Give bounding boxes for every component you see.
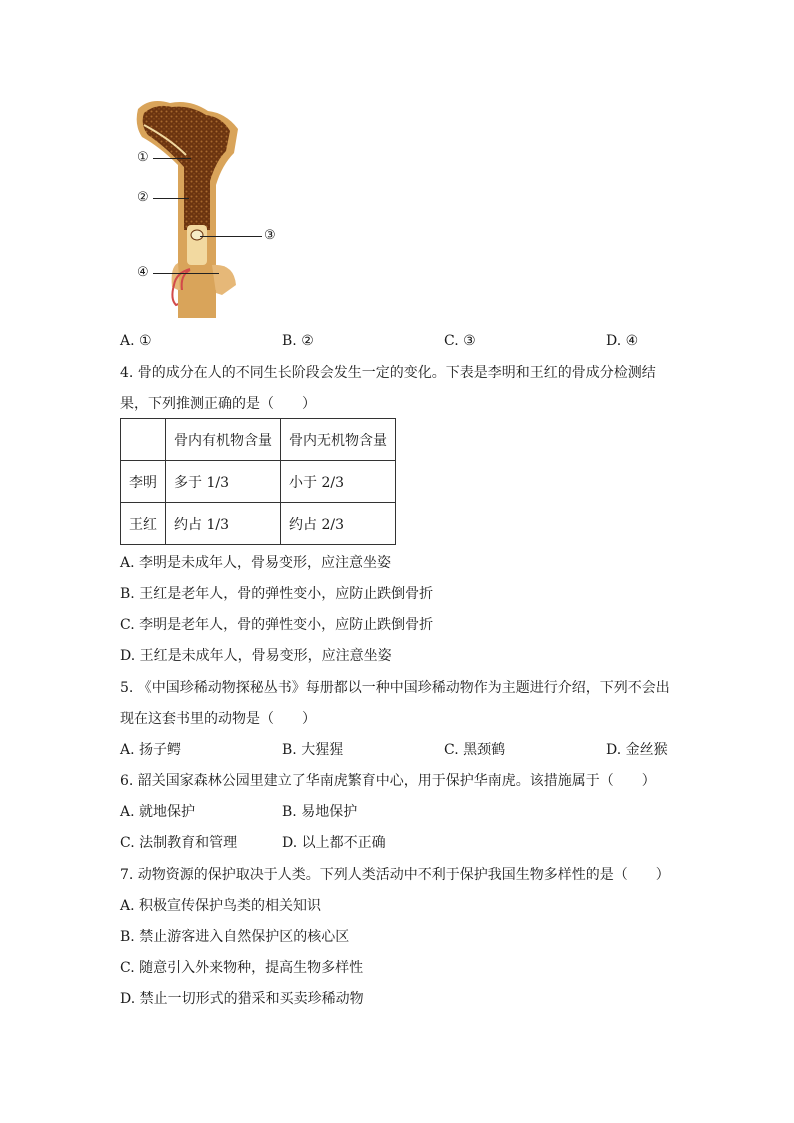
q4-stem-line1: 4. 骨的成分在人的不同生长阶段会发生一定的变化。下表是李明和王红的骨成分检测结	[120, 365, 656, 381]
table-cell: 多于 1/3	[166, 461, 281, 503]
callout-1-leader	[153, 158, 191, 159]
q5-stem-line1: 5. 《中国珍稀动物探秘丛书》每册都以一种中国珍稀动物作为主题进行介绍，下列不会出	[120, 680, 670, 696]
q4-stem-line2: 果，下列推测正确的是（ ）	[120, 396, 316, 412]
q3-option-c: C. ③	[444, 333, 476, 349]
q3-option-a: A. ①	[120, 333, 152, 349]
femur-cross-section-illustration	[130, 95, 290, 320]
q4-option-d: D. 王红是未成年人，骨易变形，应注意坐姿	[120, 648, 392, 664]
q7-option-c: C. 随意引入外来物种，提高生物多样性	[120, 960, 364, 976]
q5-option-a: A. 扬子鳄	[120, 742, 182, 758]
bone-composition-table	[120, 418, 396, 545]
callout-3-leader	[200, 236, 262, 237]
q5-option-c: C. 黑颈鹤	[444, 742, 506, 758]
table-cell: 约占 2/3	[281, 503, 396, 545]
table-header-row	[121, 419, 396, 461]
table-cell: 小于 2/3	[281, 461, 396, 503]
table-cell: 李明	[121, 461, 166, 503]
table-header-cell	[121, 419, 166, 461]
q6-option-c: C. 法制教育和管理	[120, 835, 238, 851]
q6-option-d: D. 以上都不正确	[282, 835, 386, 851]
callout-4-leader	[153, 273, 219, 274]
q5-stem-line2: 现在这套书里的动物是（ ）	[120, 711, 316, 727]
q7-stem: 7. 动物资源的保护取决于人类。下列人类活动中不利于保护我国生物多样性的是（ ）	[120, 867, 670, 883]
q6-option-a: A. 就地保护	[120, 804, 196, 820]
q5-option-d: D. 金丝猴	[606, 742, 668, 758]
table-cell: 王红	[121, 503, 166, 545]
q7-option-d: D. 禁止一切形式的猎采和买卖珍稀动物	[120, 991, 364, 1007]
callout-3-label: ③	[264, 228, 276, 243]
q6-stem: 6. 韶关国家森林公园里建立了华南虎繁育中心，用于保护华南虎。该措施属于（ ）	[120, 773, 656, 789]
table-header-cell: 骨内有机物含量	[166, 419, 281, 461]
table-row	[121, 461, 396, 503]
bone-structure-figure	[130, 95, 290, 320]
q4-option-a: A. 李明是未成年人，骨易变形，应注意坐姿	[120, 555, 392, 571]
callout-1-label: ①	[137, 150, 149, 165]
q4-option-b: B. 王红是老年人，骨的弹性变小，应防止跌倒骨折	[120, 586, 434, 602]
q7-option-b: B. 禁止游客进入自然保护区的核心区	[120, 929, 350, 945]
callout-4-label: ④	[137, 265, 149, 280]
q6-option-b: B. 易地保护	[282, 804, 358, 820]
callout-2-label: ②	[137, 190, 149, 205]
callout-2-leader	[153, 198, 189, 199]
q3-option-b: B. ②	[282, 333, 314, 349]
table-row	[121, 503, 396, 545]
table-header-cell: 骨内无机物含量	[281, 419, 396, 461]
q4-option-c: C. 李明是老年人，骨的弹性变小，应防止跌倒骨折	[120, 617, 434, 633]
table-cell: 约占 1/3	[166, 503, 281, 545]
q3-option-d: D. ④	[606, 333, 639, 349]
q5-option-b: B. 大猩猩	[282, 742, 344, 758]
q7-option-a: A. 积极宣传保护鸟类的相关知识	[120, 898, 322, 914]
